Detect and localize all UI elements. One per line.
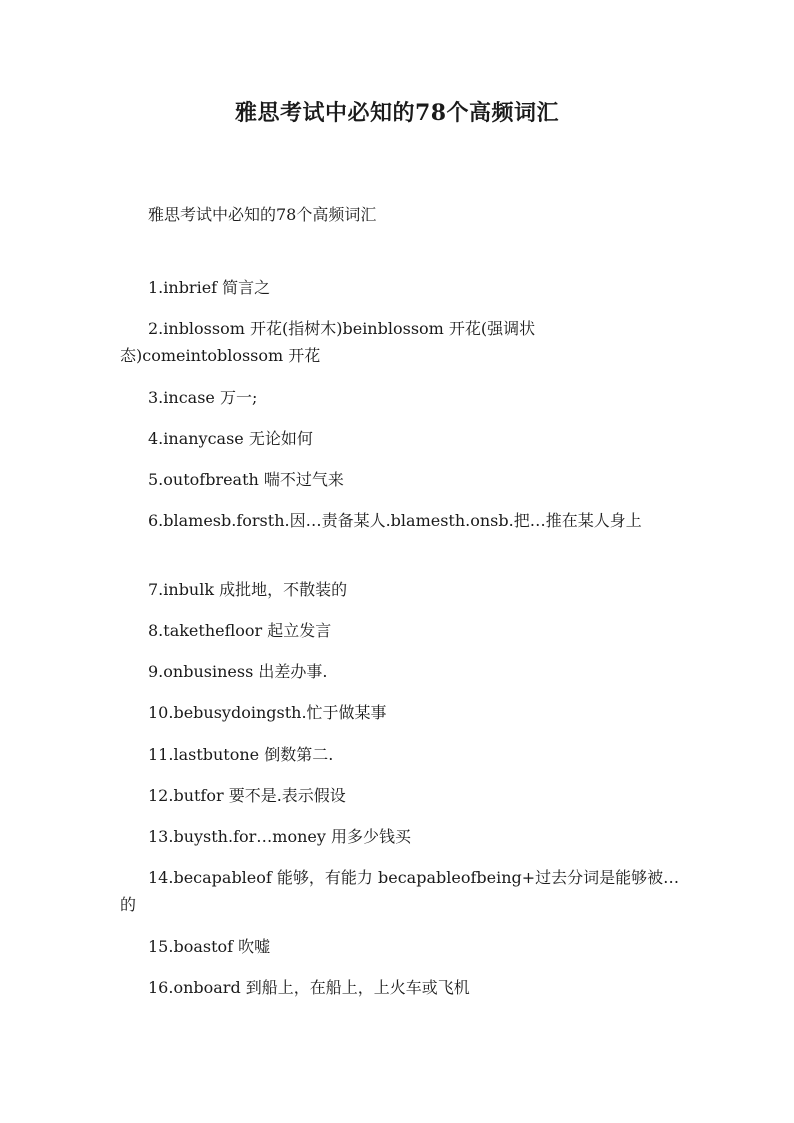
vocab-entry-11: 11.lastbutone 倒数第二. — [148, 745, 334, 764]
vocab-entry-13: 13.buysth.for…money 用多少钱买 — [148, 827, 411, 846]
vocab-entry-9: 9.onbusiness 出差办事. — [148, 662, 328, 681]
vocab-entry-5: 5.outofbreath 喘不过气来 — [148, 470, 344, 489]
document-subtitle: 雅思考试中必知的78个高频词汇 — [148, 205, 377, 224]
vocab-entry-3: 3.incase 万一; — [148, 388, 258, 407]
vocab-entry-4: 4.inanycase 无论如何 — [148, 429, 313, 448]
vocab-entry-7: 7.inbulk 成批地，不散装的 — [148, 580, 348, 599]
vocab-entry-1: 1.inbrief 简言之 — [148, 278, 271, 297]
vocab-entry-15: 15.boastof 吹嘘 — [148, 937, 271, 956]
document-title: 雅思考试中必知的78个高频词汇 — [234, 100, 560, 126]
vocab-entry-8: 8.takethefloor 起立发言 — [148, 621, 332, 640]
vocab-entry-2: 2.inblossom 开花(指树木)beinblossom 开花(强调状态)comeintoblossom 开花 — [120, 319, 536, 365]
vocab-entry-6: 6.blamesb.forsth.因…责备某人.blamesth.onsb.把…推在某人身上 — [148, 511, 642, 530]
vocab-entry-12: 12.butfor 要不是.表示假设 — [148, 786, 346, 805]
vocab-entry-14: 14.becapableof 能够，有能力 becapableofbeing+过去分词是能够被…的 — [120, 868, 680, 914]
vocab-entry-16: 16.onboard 到船上，在船上，上火车或飞机 — [148, 978, 470, 997]
vocab-entry-10: 10.bebusydoingsth.忙于做某事 — [148, 703, 387, 722]
